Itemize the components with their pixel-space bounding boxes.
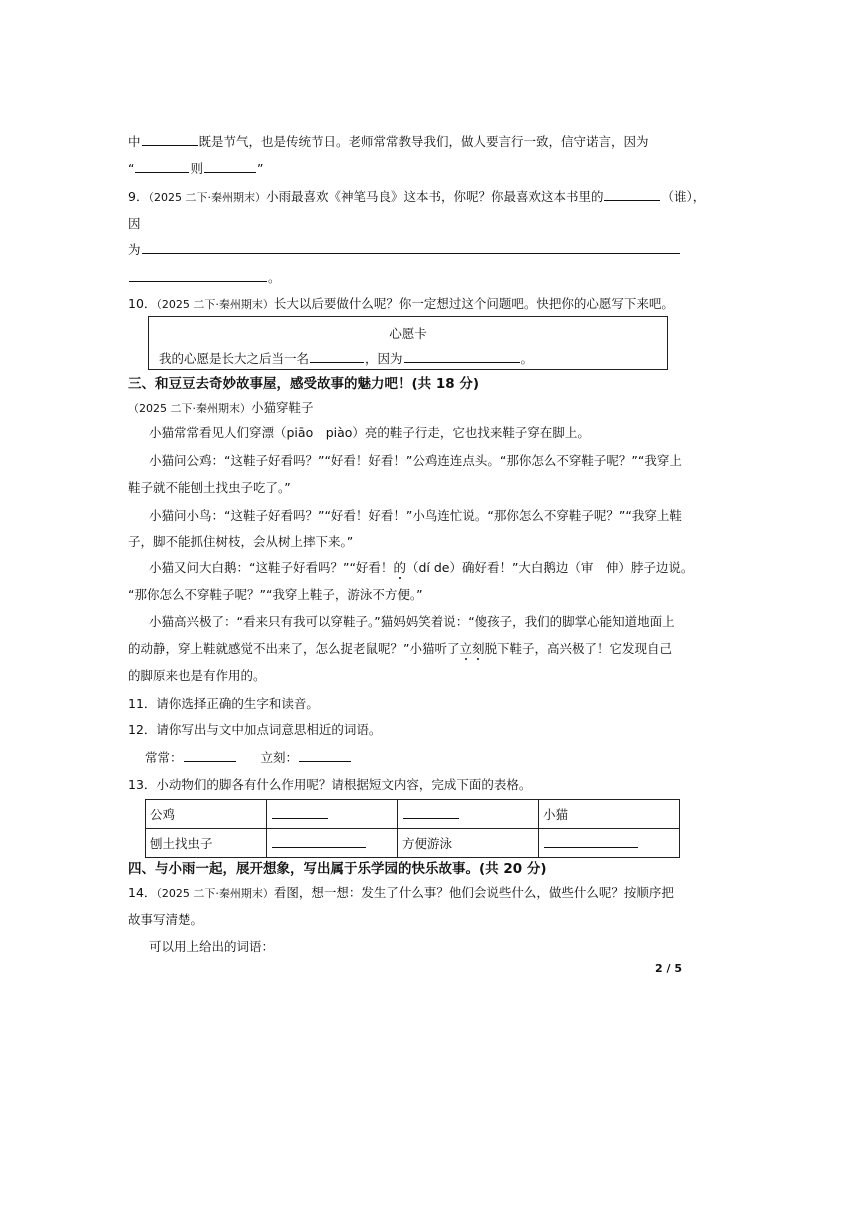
table-row xyxy=(146,829,680,858)
table-cell xyxy=(398,800,539,829)
section-4-heading: 四、与小雨一起，展开想象，写出属于乐学园的快乐故事。(共 20 分) xyxy=(128,861,547,877)
answer-blank[interactable] xyxy=(403,806,459,819)
answer-blank[interactable] xyxy=(135,160,189,173)
story-source: （2025 二下·秦州期末）小猫穿鞋子 xyxy=(128,400,314,415)
wish-card xyxy=(148,316,668,370)
question-9-line-2: 因 xyxy=(128,216,141,231)
table-cell xyxy=(267,800,398,829)
table-cell xyxy=(267,829,398,858)
wish-card-title: 心愿卡 xyxy=(389,326,427,341)
story-paragraph-5-cont: 的动静，穿上鞋就感觉不出来了，怎么捉老鼠呢？”小猫听了立刻脱下鞋子，高兴极了！它发现自己 xyxy=(128,641,673,656)
answer-blank[interactable] xyxy=(142,241,680,254)
story-paragraph-5-end: 的脚原来也是有作用的。 xyxy=(128,668,266,683)
question-14-cont: 故事写清楚。 xyxy=(128,912,204,927)
answer-blank[interactable] xyxy=(604,188,660,201)
answer-blank[interactable] xyxy=(299,749,351,762)
answer-blank[interactable] xyxy=(129,269,267,282)
answer-blank[interactable] xyxy=(142,133,198,146)
intro-line-1: 中 既是节气，也是传统节日。老师常常教导我们，做人要言行一致，信守诺言，因为 xyxy=(128,134,649,149)
table-cell xyxy=(539,829,680,858)
story-paragraph-5: 小猫高兴极了：“看来只有我可以穿鞋子。”猫妈妈笑着说：“傻孩子，我们的脚掌心能知道地面上 xyxy=(149,614,675,629)
story-paragraph-3: 小猫问小鸟：“这鞋子好看吗？”“好看！好看！”小鸟连忙说。“那你怎么不穿鞋子呢？”“我穿上鞋 xyxy=(149,508,682,523)
question-14: 14．（2025 二下·秦州期末）看图，想一想：发生了什么事？他们会说些什么，做些什么呢？按顺序把 xyxy=(128,885,674,900)
answer-blank[interactable] xyxy=(272,806,328,819)
story-paragraph-4: 小猫又问大白鹅：“这鞋子好看吗？”“好看！的（dí de）确好看！”大白鹅边（审 伸）脖子边说。 xyxy=(149,560,694,575)
table-cell: 公鸡 xyxy=(146,800,267,829)
answer-blank[interactable] xyxy=(310,350,364,363)
question-9-line-3: 为 xyxy=(128,241,681,259)
intro-line-2: “ 则 ” xyxy=(128,161,264,176)
table-row xyxy=(146,800,680,829)
story-paragraph-2-cont: 鞋子就不能刨土找虫子吃了。” xyxy=(128,480,291,495)
question-9-line-4: 。 xyxy=(128,269,281,287)
table-cell: 刨土找虫子 xyxy=(146,829,267,858)
story-paragraph-3-cont: 子，脚不能抓住树枝，会从树上摔下来。” xyxy=(128,534,354,549)
table-cell: 小猫 xyxy=(539,800,680,829)
page-number: 2 / 5 xyxy=(655,962,682,975)
question-9: 9．（2025 二下·秦州期末）小雨最喜欢《神笔马良》这本书，你呢？你最喜欢这本书里的 （谁）， xyxy=(128,189,706,204)
table-cell: 方便游泳 xyxy=(398,829,539,858)
answer-blank[interactable] xyxy=(272,835,366,848)
answer-blank[interactable] xyxy=(204,160,256,173)
question-12: 12．请你写出与文中加点词意思相近的词语。 xyxy=(128,722,382,737)
question-14-words: 可以用上给出的词语： xyxy=(149,939,275,954)
question-11: 11．请你选择正确的生字和读音。 xyxy=(128,696,319,711)
question-13: 13．小动物们的脚各有什么作用呢？请根据短文内容，完成下面的表格。 xyxy=(128,777,532,792)
story-paragraph-2: 小猫问公鸡：“这鞋子好看吗？”“好看！好看！”公鸡连连点头。“那你怎么不穿鞋子呢？”“我穿上 xyxy=(149,453,682,468)
answer-blank[interactable] xyxy=(404,350,520,363)
question-10: 10．（2025 二下·秦州期末）长大以后要做什么呢？你一定想过这个问题吧。快把你的心愿写下来吧。 xyxy=(128,296,674,311)
question-12-answers: 常常： 立刻： xyxy=(145,749,352,767)
story-paragraph-4-cont: “那你怎么不穿鞋子呢？”“我穿上鞋子，游泳不方便。” xyxy=(128,587,423,602)
answer-blank[interactable] xyxy=(184,749,236,762)
section-3-heading: 三、和豆豆去奇妙故事屋，感受故事的魅力吧！(共 18 分) xyxy=(128,376,480,392)
animal-feet-table xyxy=(145,799,680,858)
answer-blank[interactable] xyxy=(544,835,638,848)
wish-card-body: 我的心愿是长大之后当一名 ，因为 。 xyxy=(159,351,534,366)
story-paragraph-1: 小猫常常看见人们穿漂（piāo piào）亮的鞋子行走，它也找来鞋子穿在脚上。 xyxy=(149,425,590,440)
